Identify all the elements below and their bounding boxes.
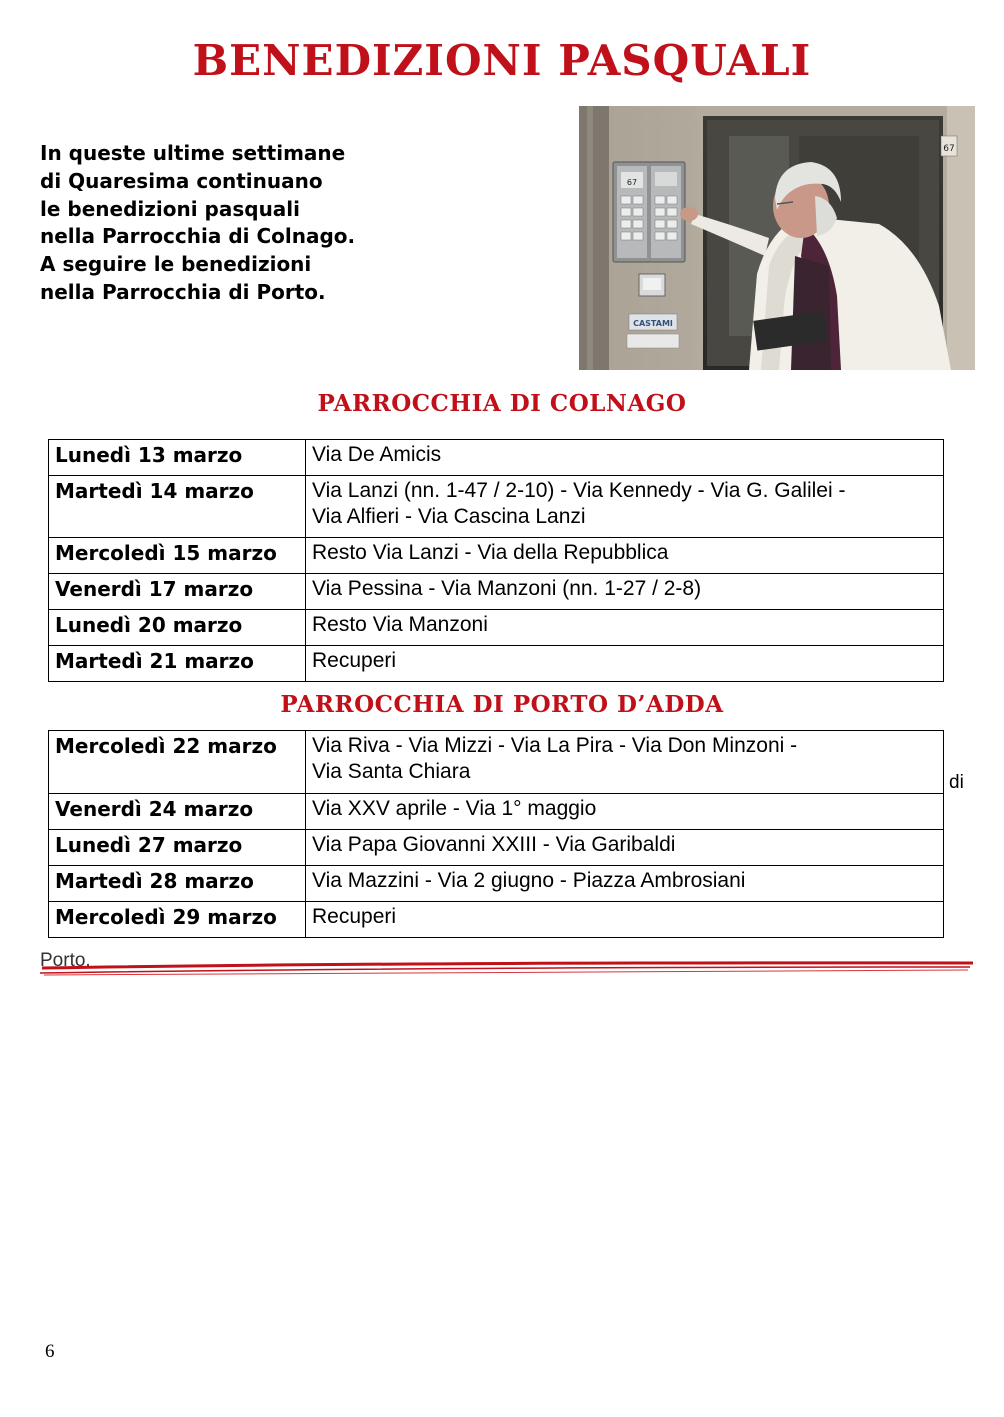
table-row bbox=[49, 794, 944, 830]
schedule-day: Martedì 14 marzo bbox=[49, 476, 306, 538]
red-divider-lines bbox=[0, 955, 1004, 985]
table-row bbox=[49, 440, 944, 476]
street-line: Via Alfieri - Via Cascina Lanzi bbox=[312, 505, 586, 528]
schedule-streets bbox=[306, 440, 944, 476]
porto-heading: PARROCCHIA DI PORTO D’ADDA bbox=[280, 691, 724, 718]
street-line: Via De Amicis bbox=[312, 443, 442, 466]
schedule-streets bbox=[306, 866, 944, 902]
schedule-day: Martedì 28 marzo bbox=[49, 866, 306, 902]
street-line: Via Lanzi (nn. 1-47 / 2-10) - Via Kennedy - Via G. Galilei - bbox=[312, 479, 846, 502]
schedule-day: Venerdì 24 marzo bbox=[49, 794, 306, 830]
street-line: Resto Via Lanzi - Via della Repubblica bbox=[312, 541, 669, 564]
intro-line: le benedizioni pasquali bbox=[40, 196, 301, 221]
street-line: Via Riva - Via Mizzi - Via La Pira - Via Don Minzoni - bbox=[312, 734, 798, 757]
schedule-day: Venerdì 17 marzo bbox=[49, 574, 306, 610]
street-line: Via Mazzini - Via 2 giugno - Piazza Ambrosiani bbox=[312, 869, 746, 892]
street-line: Via Santa Chiara bbox=[312, 760, 471, 783]
schedule-streets bbox=[306, 538, 944, 574]
porto-schedule-table bbox=[48, 730, 944, 938]
intro-line: nella Parrocchia di Porto. bbox=[40, 279, 326, 304]
intercom-number: 67 bbox=[626, 178, 638, 187]
brand-plate: CASTAMI bbox=[633, 319, 673, 328]
street-line: Recuperi bbox=[312, 905, 397, 928]
schedule-streets bbox=[306, 646, 944, 682]
colnago-heading: PARROCCHIA DI COLNAGO bbox=[317, 390, 687, 417]
intro-line: nella Parrocchia di Colnago. bbox=[40, 224, 356, 249]
table-row bbox=[49, 574, 944, 610]
schedule-streets bbox=[306, 902, 944, 938]
door-number: 67 bbox=[943, 144, 955, 154]
schedule-day: Mercoledì 29 marzo bbox=[49, 902, 306, 938]
schedule-streets bbox=[306, 830, 944, 866]
table-row bbox=[49, 538, 944, 574]
schedule-day: Mercoledì 15 marzo bbox=[49, 538, 306, 574]
intro-line: di Quaresima continuano bbox=[40, 168, 323, 193]
schedule-streets bbox=[306, 794, 944, 830]
table-row bbox=[49, 902, 944, 938]
street-line: Via XXV aprile - Via 1° maggio bbox=[312, 797, 597, 820]
schedule-streets bbox=[306, 610, 944, 646]
page-title: BENEDIZIONI PASQUALI bbox=[192, 36, 812, 85]
intro-text bbox=[40, 140, 460, 307]
stray-text-di: di bbox=[949, 772, 964, 793]
intro-line: A seguire le benedizioni bbox=[40, 252, 312, 277]
table-row bbox=[49, 610, 944, 646]
schedule-day: Lunedì 13 marzo bbox=[49, 440, 306, 476]
table-row bbox=[49, 866, 944, 902]
street-line: Via Pessina - Via Manzoni (nn. 1-27 / 2-8) bbox=[312, 577, 702, 600]
colnago-schedule-table bbox=[48, 439, 944, 682]
schedule-streets bbox=[306, 731, 944, 794]
schedule-streets bbox=[306, 574, 944, 610]
page-number: 6 bbox=[45, 1341, 55, 1362]
stray-text-porto: Porto. bbox=[40, 950, 91, 971]
schedule-day: Martedì 21 marzo bbox=[49, 646, 306, 682]
street-line: Resto Via Manzoni bbox=[312, 613, 488, 636]
priest-blessing-photo bbox=[579, 106, 975, 370]
schedule-streets bbox=[306, 476, 944, 538]
street-line: Via Papa Giovanni XXIII - Via Garibaldi bbox=[312, 833, 676, 856]
schedule-day: Lunedì 20 marzo bbox=[49, 610, 306, 646]
street-line: Recuperi bbox=[312, 649, 397, 672]
table-row bbox=[49, 830, 944, 866]
table-row bbox=[49, 476, 944, 538]
intro-line: In queste ultime settimane bbox=[40, 141, 346, 165]
table-row bbox=[49, 731, 944, 794]
schedule-day: Mercoledì 22 marzo bbox=[49, 731, 306, 794]
schedule-day: Lunedì 27 marzo bbox=[49, 830, 306, 866]
table-row bbox=[49, 646, 944, 682]
